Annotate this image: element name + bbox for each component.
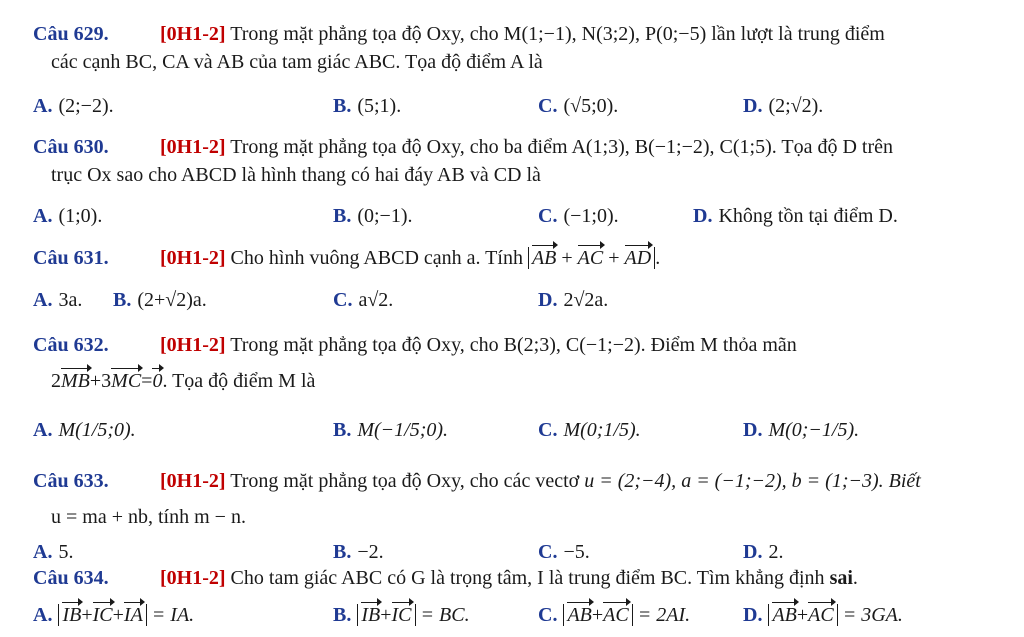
question-text-cont: u = ma + nb, tính m − n. <box>51 506 246 528</box>
option-c[interactable]: C. (−1;0). <box>538 205 619 227</box>
question-number: Câu 632. <box>33 334 109 356</box>
option-c[interactable]: C. M(0;1/5). <box>538 419 641 441</box>
option-b[interactable]: B. (0;−1). <box>333 205 413 227</box>
option-b[interactable]: B. −2. <box>333 541 384 563</box>
question-633 <box>33 467 1002 531</box>
question-text: Trong mặt phẳng tọa độ Oxy, cho các vectơ <box>230 470 580 492</box>
question-634: Câu 634. [0H1-2] Cho tam giác ABC có G là trọng tâm, I là trung điểm BC. Tìm khẳng định sai. <box>33 564 1002 592</box>
option-a[interactable]: A. 3a. <box>33 289 83 311</box>
question-text: Trong mặt phẳng tọa độ Oxy, cho M(1;−1), N(3;2), P(0;−5) lần lượt là trung điểm <box>230 23 885 45</box>
vector-ab: AB <box>531 247 557 269</box>
option-a[interactable]: A. IB+IC+IA = IA. <box>33 604 195 626</box>
vector-sum-magnitude <box>528 247 655 269</box>
question-text: Cho hình vuông ABCD cạnh a. Tính <box>230 247 523 269</box>
question-tag: [0H1-2] <box>160 247 226 269</box>
option-b[interactable]: B. M(−1/5;0). <box>333 419 449 441</box>
option-d[interactable]: D. M(0;−1/5). <box>743 419 860 441</box>
question-text-cont: trục Ox sao cho ABCD là hình thang có hai đáy AB và CD là <box>51 164 541 186</box>
question-tag: [0H1-2] <box>160 23 226 45</box>
option-d[interactable]: D. 2√2a. <box>538 289 609 311</box>
vector-mc: MC <box>111 370 142 392</box>
option-a[interactable]: A. (2;−2). <box>33 95 114 117</box>
option-c[interactable]: C. (√5;0). <box>538 95 619 117</box>
zero-vector: 0 <box>152 370 163 392</box>
emphasis-false: sai <box>829 567 853 589</box>
question-tag: [0H1-2] <box>160 136 226 158</box>
options-629 <box>33 91 1002 121</box>
question-tag: [0H1-2] <box>160 334 226 356</box>
question-tag: [0H1-2] <box>160 470 226 492</box>
plus-sign: + <box>608 247 620 269</box>
vector-u-def: u = (2;−4), <box>584 470 677 492</box>
option-a[interactable]: A. (1;0). <box>33 205 103 227</box>
question-630 <box>33 133 1002 189</box>
question-632 <box>33 331 1002 395</box>
option-c[interactable]: C. −5. <box>538 541 590 563</box>
option-b[interactable]: B. (5;1). <box>333 95 402 117</box>
vector-ac: AC <box>577 247 604 269</box>
period: . <box>655 247 661 269</box>
options-634 <box>33 600 1002 630</box>
option-a[interactable]: A. M(1/5;0). <box>33 419 136 441</box>
vector-a-def: a = (−1;−2), <box>681 470 787 492</box>
options-632 <box>33 415 1002 445</box>
vector-b-def: b = (1;−3). Biết <box>791 470 921 492</box>
question-text: Cho tam giác ABC có G là trọng tâm, I là trung điểm BC. Tìm khẳng định <box>230 567 825 589</box>
option-b[interactable]: B. IB+IC = BC. <box>333 604 470 626</box>
plus-sign: + <box>561 247 573 269</box>
question-tag: [0H1-2] <box>160 567 226 589</box>
question-text: Trong mặt phẳng tọa độ Oxy, cho B(2;3), C(−1;−2). Điểm M thỏa mãn <box>230 334 797 356</box>
question-number: Câu 631. <box>33 247 109 269</box>
question-629 <box>33 20 1002 76</box>
question-number: Câu 633. <box>33 470 109 492</box>
option-d[interactable]: D. Không tồn tại điểm D. <box>693 205 898 227</box>
vector-ad: AD <box>624 247 652 269</box>
question-number: Câu 630. <box>33 136 109 158</box>
options-631 <box>33 285 1002 315</box>
option-d[interactable]: D. 2. <box>743 541 784 563</box>
option-c[interactable]: C. AB+AC = 2AI. <box>538 604 691 626</box>
option-d[interactable]: D. (2;√2). <box>743 95 824 117</box>
question-number: Câu 629. <box>33 23 109 45</box>
option-b[interactable]: B. (2+√2)a. <box>113 289 207 311</box>
question-631 <box>33 244 1002 272</box>
vector-mb: MB <box>61 370 90 392</box>
option-a[interactable]: A. 5. <box>33 541 74 563</box>
question-number: Câu 634. <box>33 567 109 589</box>
options-630 <box>33 201 1002 231</box>
options-633 <box>33 537 1002 567</box>
option-c[interactable]: C. a√2. <box>333 289 394 311</box>
question-text-cont: các cạnh BC, CA và AB của tam giác ABC. Tọa độ điểm A là <box>51 51 543 73</box>
option-d[interactable]: D. AB+AC = 3GA. <box>743 604 903 626</box>
question-text: Trong mặt phẳng tọa độ Oxy, cho ba điểm A(1;3), B(−1;−2), C(1;5). Tọa độ D trên <box>230 136 894 158</box>
question-text-cont: 2MB+3MC=0. Tọa độ điểm M là <box>51 370 316 392</box>
